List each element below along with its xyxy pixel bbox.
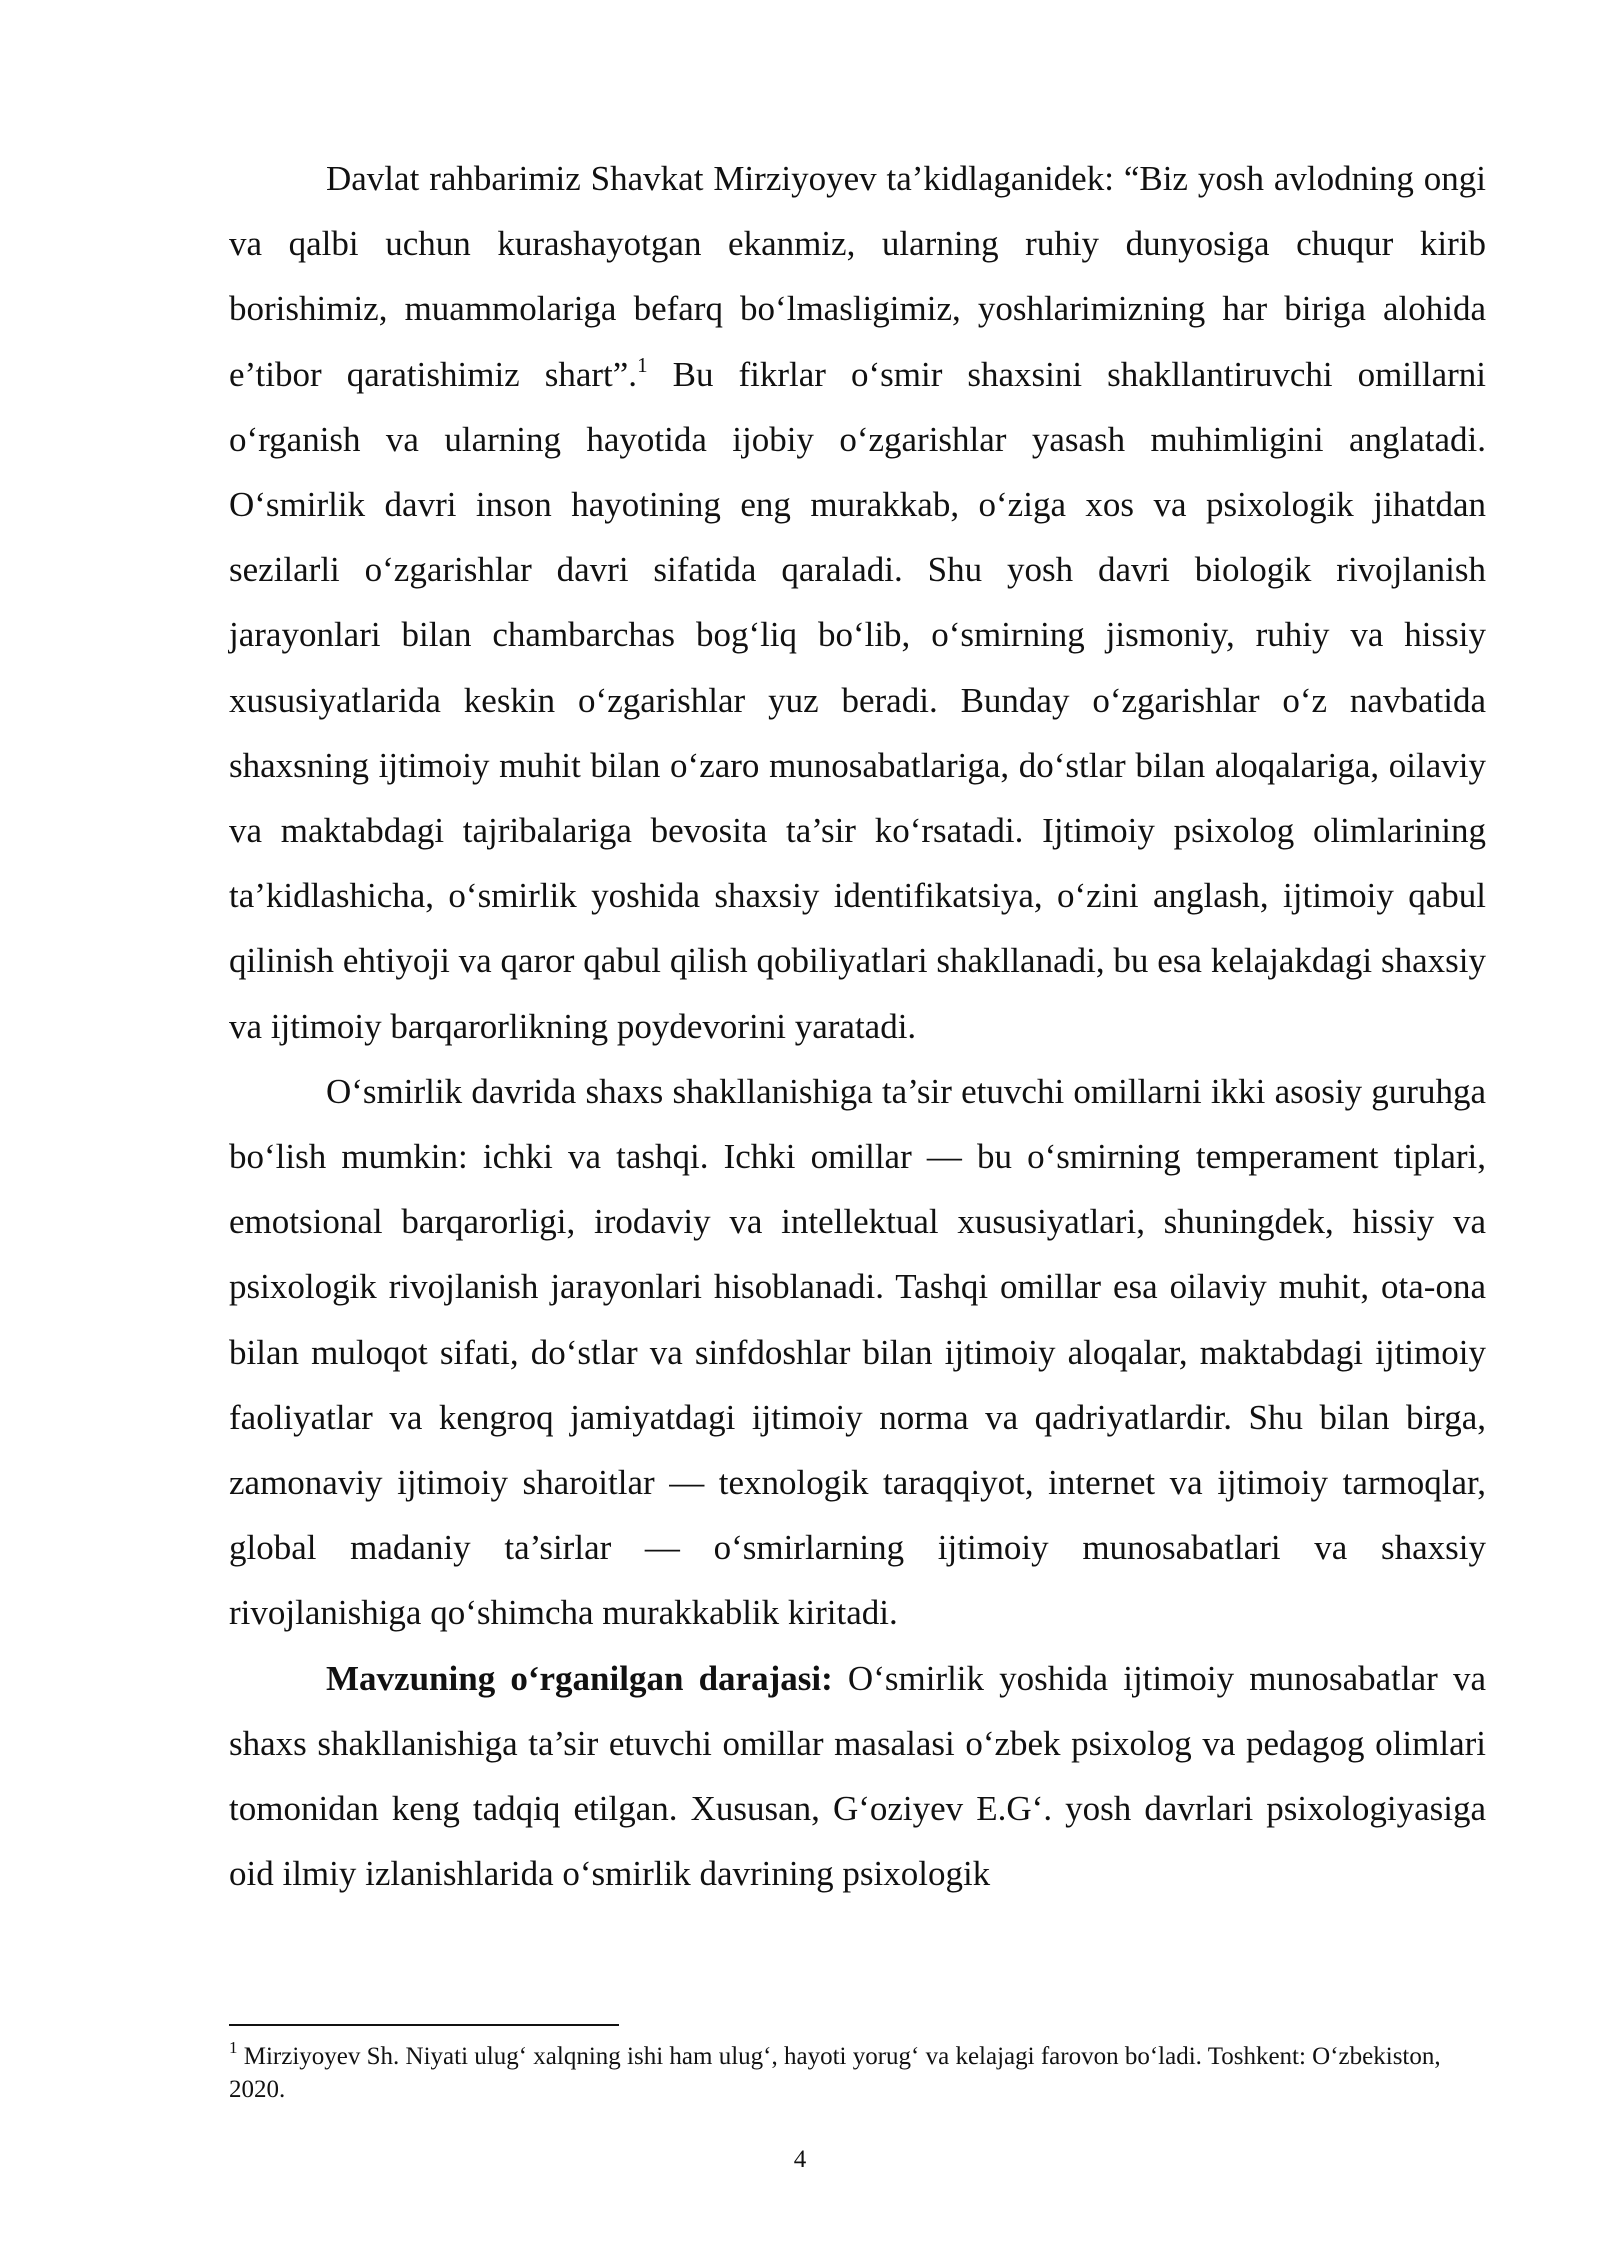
- footnote-reference[interactable]: 1: [637, 352, 648, 377]
- page-number: 4: [793, 2146, 807, 2173]
- section-lead-heading: Mavzuning o‘rganilgan darajasi:: [326, 1658, 833, 1698]
- paragraph-3: [229, 1646, 1486, 1907]
- paragraph-1-text-a: Davlat rahbarimiz Shavkat Mirziyoyev ta’kidlaganidek: “Biz yosh avlodning ongi va qalbi uchun kurashayotgan ekanmiz, ularning ruhiy dunyosiga chuqur kirib borishimiz, muammolariga befarq bo‘lmasligimiz, yoshlarimizning har biriga alohida e’tibor qaratishimiz shart”.: [229, 159, 1486, 394]
- body-text: [229, 146, 1486, 1906]
- paragraph-1: [229, 146, 1486, 1059]
- paragraph-3-text: O‘smirlik yoshida ijtimoiy munosabatlar va shaxs shakllanishiga ta’sir etuvchi omillar masalasi o‘zbek psixolog va pedagog olimlari tomonidan keng tadqiq etilgan. Xususan, G‘oziyev E.G‘. yosh davrlari psixologiyasiga oid ilmiy izlanishlarida o‘smirlik davrining psixologik: [229, 1658, 1486, 1894]
- footnote-text: Mirziyoyev Sh. Niyati ulug‘ xalqning ishi ham ulug‘, hayoti yorug‘ va kelajagi farovon bo‘ladi. Toshkent: O‘zbekiston, 2020.: [229, 2043, 1441, 2103]
- paragraph-2: [229, 1059, 1486, 1646]
- paragraph-1-text-b: Bu fikrlar o‘smir shaxsini shakllantiruvchi omillarni o‘rganish va ularning hayotida ijobiy o‘zgarishlar yasash muhimligini anglatadi. O‘smirlik davri inson hayotining eng murakkab, o‘ziga xos va psixologik jihatdan sezilarli o‘zgarishlar davri sifatida qaraladi. Shu yosh davri biologik rivojlanish jarayonlari bilan chambarchas bog‘liq bo‘lib, o‘smirning jismoniy, ruhiy va hissiy xususiyatlarida keskin o‘zgarishlar yuz beradi. Bunday o‘zgarishlar o‘z navbatida shaxsning ijtimoiy muhit bilan o‘zaro munosabatlariga, do‘stlar bilan aloqalariga, oilaviy va maktabdagi tajribalariga bevosita ta’sir ko‘rsatadi. Ijtimoiy psixolog olimlarining ta’kidlashicha, o‘smirlik yoshida shaxsiy identifikatsiya, o‘zini anglash, ijtimoiy qabul qilinish ehtiyoji va qaror qabul qilish qobiliyatlari shakllanadi, bu esa kelajakdagi shaxsiy va ijtimoiy barqarorlikning poydevorini yaratadi.: [229, 354, 1486, 1046]
- paragraph-2-text: O‘smirlik davrida shaxs shakllanishiga ta’sir etuvchi omillarni ikki asosiy guruhga bo‘lish mumkin: ichki va tashqi. Ichki omillar — bu o‘smirning temperament tiplari, emotsional barqarorligi, irodaviy va intellektual xususiyatlari, shuningdek, hissiy va psixologik rivojlanish jarayonlari hisoblanadi. Tashqi omillar esa oilaviy muhit, ota-ona bilan muloqot sifati, do‘stlar va sinfdoshlar bilan ijtimoiy aloqalar, maktabdagi ijtimoiy faoliyatlar va kengroq jamiyatdagi ijtimoiy norma va qadriyatlardir. Shu bilan birga, zamonaviy ijtimoiy sharoitlar — texnologik taraqqiyot, internet va ijtimoiy tarmoqlar, global madaniy ta’sirlar — o‘smirlarning ijtimoiy munosabatlari va shaxsiy rivojlanishiga qo‘shimcha murakkablik kiritadi.: [229, 1071, 1486, 1633]
- footnote-number: 1: [229, 2038, 238, 2057]
- footnote: [229, 2040, 1486, 2106]
- footnote-separator: [229, 2024, 619, 2026]
